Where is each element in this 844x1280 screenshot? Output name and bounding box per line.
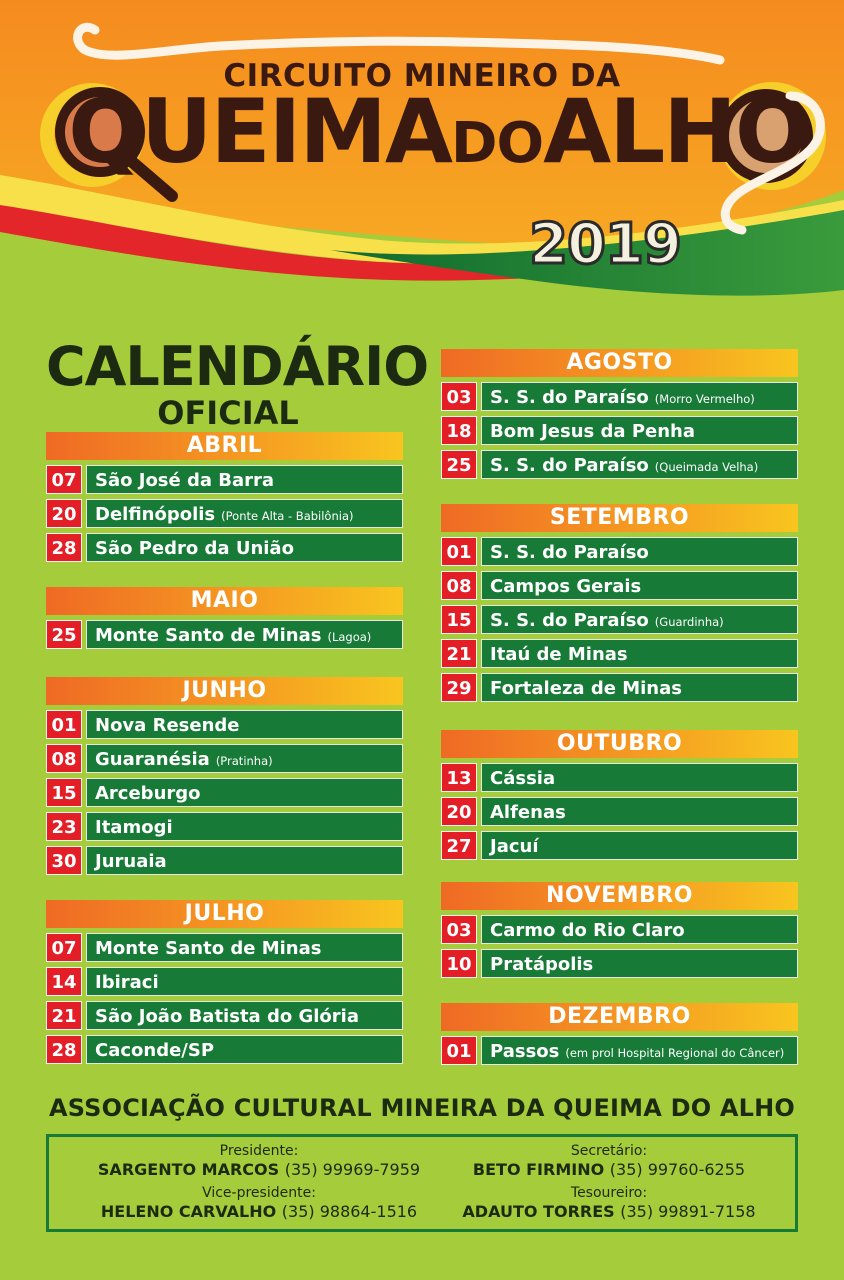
header-banner bbox=[0, 0, 844, 330]
event-day: 25 bbox=[441, 450, 477, 479]
title-part-alho: ALHO bbox=[543, 80, 808, 183]
header-subtitle: CIRCUITO MINEIRO DA bbox=[223, 58, 621, 94]
contact-name: ADAUTO TORRES (35) 99891-7158 bbox=[462, 1202, 756, 1221]
event-city: Cássia bbox=[481, 763, 798, 792]
month-header: MAIO bbox=[46, 587, 403, 615]
calendar-title bbox=[46, 335, 429, 432]
month-block-novembro bbox=[441, 882, 798, 983]
event-city: Campos Gerais bbox=[481, 571, 798, 600]
event-row bbox=[441, 763, 798, 792]
contact-secretary bbox=[429, 1143, 789, 1181]
event-day: 03 bbox=[441, 382, 477, 411]
event-row bbox=[441, 639, 798, 668]
year-label: 2019 bbox=[529, 212, 681, 277]
header-main-title bbox=[58, 82, 818, 194]
event-city: Fortaleza de Minas bbox=[481, 673, 798, 702]
event-row bbox=[46, 620, 403, 649]
contact-treasurer bbox=[429, 1185, 789, 1223]
event-row bbox=[46, 1001, 403, 1030]
month-block-julho bbox=[46, 900, 403, 1069]
month-header: AGOSTO bbox=[441, 349, 798, 377]
month-header: SETEMBRO bbox=[441, 504, 798, 532]
event-day: 27 bbox=[441, 831, 477, 860]
month-header: JULHO bbox=[46, 900, 403, 928]
event-day: 28 bbox=[46, 1035, 82, 1064]
event-city: São José da Barra bbox=[86, 465, 403, 494]
event-row bbox=[441, 831, 798, 860]
contact-role: Tesoureiro: bbox=[570, 1185, 648, 1201]
event-day: 21 bbox=[46, 1001, 82, 1030]
contact-name: HELENO CARVALHO (35) 98864-1516 bbox=[100, 1202, 418, 1221]
month-block-outubro bbox=[441, 730, 798, 865]
month-block-abril bbox=[46, 432, 403, 567]
event-row bbox=[46, 933, 403, 962]
event-row bbox=[46, 499, 403, 528]
event-city: S. S. do Paraíso (Guardinha) bbox=[481, 605, 798, 634]
calendar-title-line2: OFICIAL bbox=[157, 394, 299, 432]
event-city: São Pedro da União bbox=[86, 533, 403, 562]
event-city: S. S. do Paraíso (Queimada Velha) bbox=[481, 450, 798, 479]
event-city: Bom Jesus da Penha bbox=[481, 416, 798, 445]
event-day: 20 bbox=[46, 499, 82, 528]
event-row bbox=[46, 1035, 403, 1064]
event-day: 29 bbox=[441, 673, 477, 702]
month-block-setembro bbox=[441, 504, 798, 707]
event-city: Passos (em prol Hospital Regional do Câncer) bbox=[481, 1036, 798, 1065]
event-day: 28 bbox=[46, 533, 82, 562]
event-day: 23 bbox=[46, 812, 82, 841]
event-city: Monte Santo de Minas (Lagoa) bbox=[86, 620, 403, 649]
event-day: 15 bbox=[441, 605, 477, 634]
event-day: 01 bbox=[46, 710, 82, 739]
event-city: Ibiraci bbox=[86, 967, 403, 996]
event-row bbox=[441, 382, 798, 411]
event-day: 07 bbox=[46, 465, 82, 494]
event-row bbox=[441, 416, 798, 445]
event-city: Jacuí bbox=[481, 831, 798, 860]
title-part-queima: QUEIMA bbox=[68, 80, 452, 183]
calendar-title-line1: CALENDÁRIO bbox=[46, 335, 429, 398]
event-city: Delfinópolis (Ponte Alta - Babilônia) bbox=[86, 499, 403, 528]
event-day: 30 bbox=[46, 846, 82, 875]
month-header: DEZEMBRO bbox=[441, 1003, 798, 1031]
association-title: ASSOCIAÇÃO CULTURAL MINEIRA DA QUEIMA DO ALHO bbox=[48, 1094, 796, 1122]
event-row bbox=[46, 812, 403, 841]
event-city: Juruaia bbox=[86, 846, 403, 875]
event-row bbox=[46, 778, 403, 807]
contact-role: Vice-presidente: bbox=[202, 1185, 316, 1201]
event-city: S. S. do Paraíso (Morro Vermelho) bbox=[481, 382, 798, 411]
event-row bbox=[441, 673, 798, 702]
contacts-box bbox=[46, 1134, 798, 1232]
event-day: 07 bbox=[46, 933, 82, 962]
event-day: 08 bbox=[46, 744, 82, 773]
event-row bbox=[46, 846, 403, 875]
event-city: Guaranésia (Pratinha) bbox=[86, 744, 403, 773]
event-city: Alfenas bbox=[481, 797, 798, 826]
contact-role: Secretário: bbox=[570, 1143, 648, 1159]
event-row bbox=[441, 450, 798, 479]
contact-name: BETO FIRMINO (35) 99760-6255 bbox=[472, 1160, 746, 1179]
month-header: OUTUBRO bbox=[441, 730, 798, 758]
event-day: 01 bbox=[441, 1036, 477, 1065]
contact-role: Presidente: bbox=[219, 1143, 299, 1159]
event-day: 13 bbox=[441, 763, 477, 792]
event-day: 20 bbox=[441, 797, 477, 826]
event-row bbox=[441, 571, 798, 600]
contact-name: SARGENTO MARCOS (35) 99969-7959 bbox=[97, 1160, 421, 1179]
event-row bbox=[46, 744, 403, 773]
event-day: 03 bbox=[441, 915, 477, 944]
month-block-maio bbox=[46, 587, 403, 654]
event-city: Arceburgo bbox=[86, 778, 403, 807]
event-day: 08 bbox=[441, 571, 477, 600]
month-header: ABRIL bbox=[46, 432, 403, 460]
event-row bbox=[441, 949, 798, 978]
event-row bbox=[46, 710, 403, 739]
title-part-do: DO bbox=[451, 111, 544, 176]
event-row bbox=[441, 537, 798, 566]
event-row bbox=[46, 967, 403, 996]
event-day: 18 bbox=[441, 416, 477, 445]
month-block-agosto bbox=[441, 349, 798, 484]
month-block-dezembro bbox=[441, 1003, 798, 1070]
contact-vice-president bbox=[79, 1185, 439, 1223]
event-city: São João Batista do Glória bbox=[86, 1001, 403, 1030]
month-header: NOVEMBRO bbox=[441, 882, 798, 910]
event-day: 25 bbox=[46, 620, 82, 649]
month-header: JUNHO bbox=[46, 677, 403, 705]
event-city: Itamogi bbox=[86, 812, 403, 841]
contact-president bbox=[79, 1143, 439, 1181]
event-row bbox=[441, 915, 798, 944]
event-row bbox=[441, 605, 798, 634]
event-row bbox=[46, 465, 403, 494]
event-row bbox=[46, 533, 403, 562]
event-city: Pratápolis bbox=[481, 949, 798, 978]
event-day: 21 bbox=[441, 639, 477, 668]
event-day: 10 bbox=[441, 949, 477, 978]
event-day: 14 bbox=[46, 967, 82, 996]
event-row bbox=[441, 797, 798, 826]
event-city: Itaú de Minas bbox=[481, 639, 798, 668]
event-city: Monte Santo de Minas bbox=[86, 933, 403, 962]
event-city: S. S. do Paraíso bbox=[481, 537, 798, 566]
event-row bbox=[441, 1036, 798, 1065]
event-city: Nova Resende bbox=[86, 710, 403, 739]
event-city: Carmo do Rio Claro bbox=[481, 915, 798, 944]
event-day: 01 bbox=[441, 537, 477, 566]
month-block-junho bbox=[46, 677, 403, 880]
event-city: Caconde/SP bbox=[86, 1035, 403, 1064]
event-day: 15 bbox=[46, 778, 82, 807]
